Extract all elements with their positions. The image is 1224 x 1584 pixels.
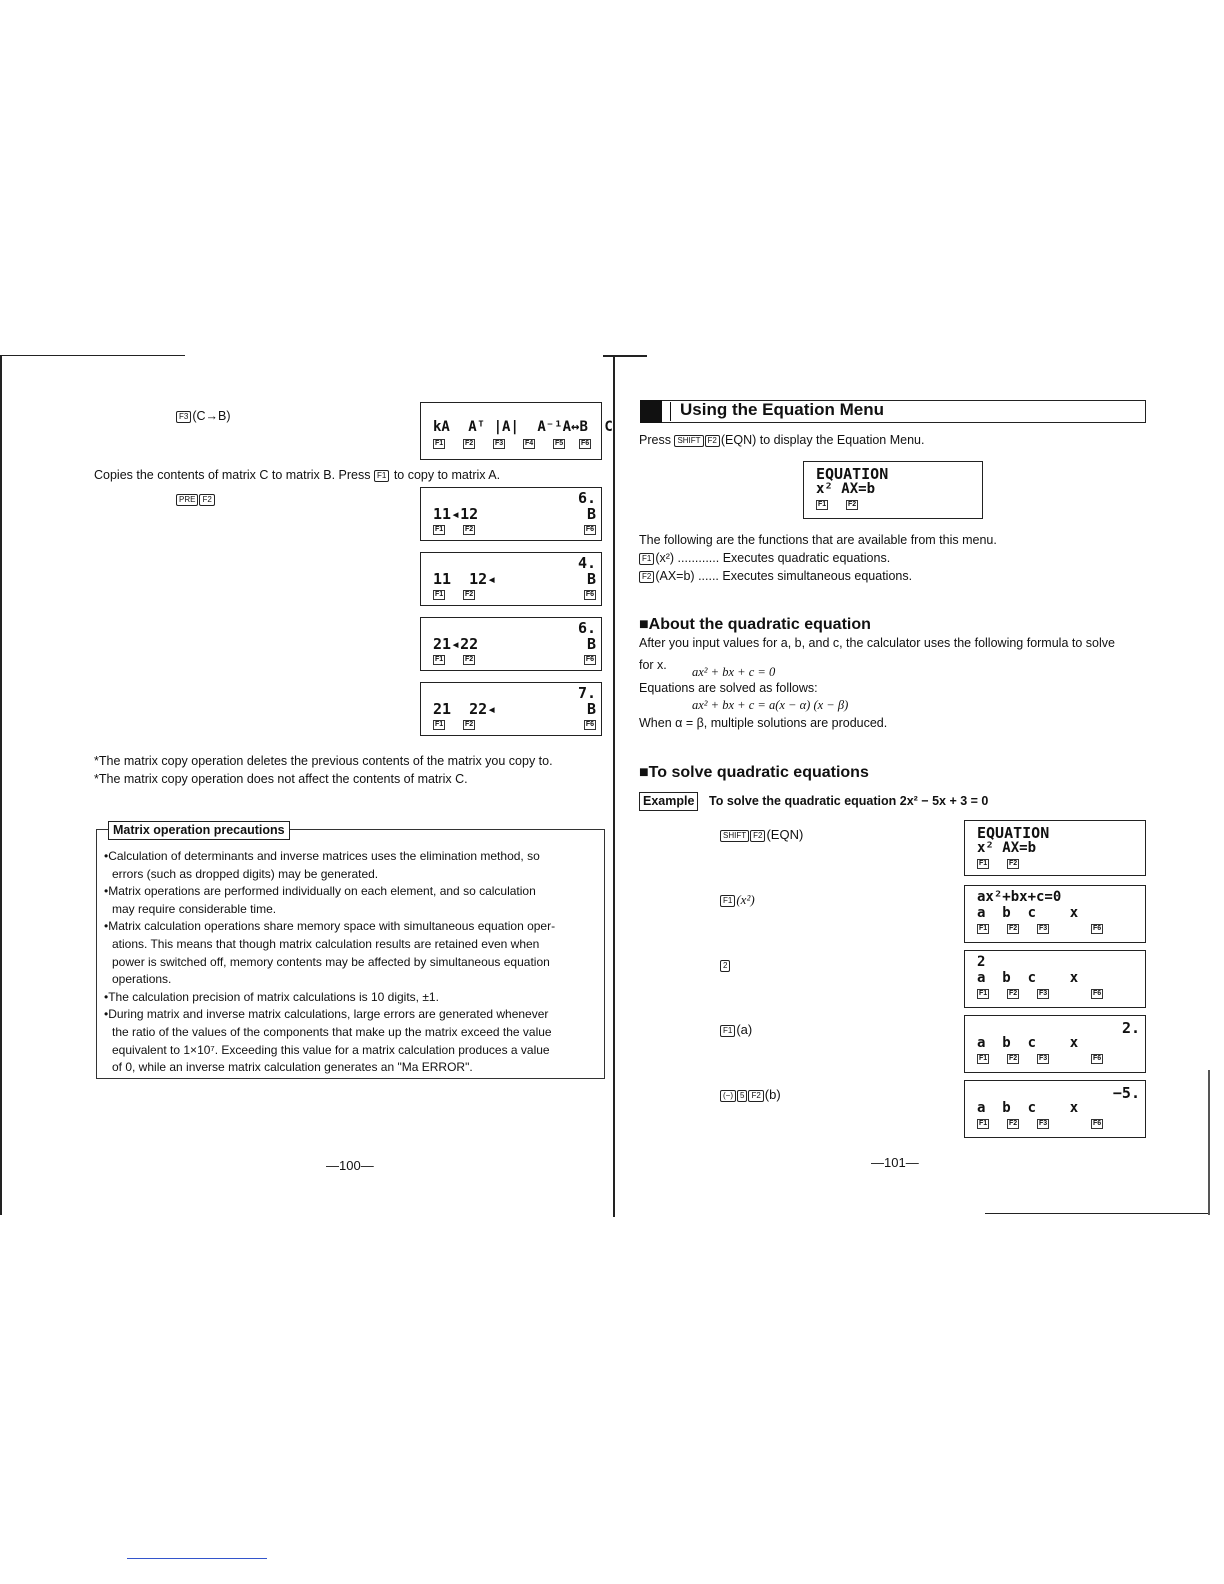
page-number-right: —101— (871, 1155, 919, 1170)
f2-key-icon: F2 (750, 830, 765, 842)
precaution-line: of 0, while an inverse matrix calculation generates an "Ma ERROR". (112, 1060, 473, 1075)
lcd-step-5 (964, 1080, 1146, 1138)
precautions-title: Matrix operation precautions (108, 821, 290, 840)
precaution-line: •Calculation of determinants and inverse matrices uses the elimination method, so (104, 849, 540, 863)
lcd-vars: a b c x (977, 970, 1079, 986)
precaution-line: •Matrix calculation operations share memory space with simultaneous equation oper- (104, 919, 556, 934)
step-5-keys: (−) 5 F2 (b) (720, 1087, 781, 1103)
lcd-fkey-1: F1 (435, 526, 444, 533)
right-edge-rule (1208, 1070, 1210, 1215)
lcd-fkey-6: F6 (581, 440, 590, 447)
step-4-keys: F1 (a) (720, 1022, 752, 1038)
lcd-fkey-3: F3 (495, 440, 504, 447)
lcd-copy-2 (420, 552, 602, 606)
step-3-keys (720, 957, 731, 973)
lcd-fkey-6: F6 (585, 591, 594, 598)
lcd-fkey-6: F6 (585, 526, 594, 533)
lcd-fkey-2: F2 (1009, 990, 1018, 997)
lcd-value: 6. (577, 619, 596, 637)
formula-2: ax² + bx + c = a(x − α) (x − β) (692, 698, 849, 712)
lcd-fkey-3: F3 (1039, 1055, 1048, 1062)
menu-item-inv: A⁻¹ (537, 419, 563, 435)
lcd-cells: 21◂22 (433, 635, 479, 653)
function-quadratic: F1 (x²) ............ Executes quadratic equations. (639, 550, 890, 566)
lcd-copy-1 (420, 487, 602, 541)
example-badge: Example (639, 792, 698, 811)
menu-item-ka: kA (433, 419, 450, 435)
f2-key-icon: F2 (199, 494, 214, 506)
lcd-fkey-2: F2 (465, 656, 474, 663)
center-top-rule (603, 355, 647, 357)
lcd-fkey-6: F6 (585, 656, 594, 663)
lcd-vars: a b c x (977, 905, 1079, 921)
lcd-matrix-name: B (586, 635, 596, 653)
lcd-fkey-6: F6 (1093, 925, 1102, 932)
bottom-link-line (127, 1558, 267, 1559)
lcd-step-4 (964, 1015, 1146, 1073)
lcd-fkey-6: F6 (585, 721, 594, 728)
lcd-fkey-2: F2 (465, 591, 474, 598)
lcd-fkey-1: F1 (818, 501, 827, 508)
lcd-copy-4 (420, 682, 602, 736)
note-2: *The matrix copy operation does not affect the contents of matrix C. (94, 772, 468, 786)
note-1: *The matrix copy operation deletes the previous contents of the matrix you copy to. (94, 754, 553, 768)
left-edge-rule (0, 355, 2, 1215)
lcd-value: 4. (577, 554, 596, 572)
lcd-vars: a b c x (977, 1100, 1079, 1116)
precaution-line: equivalent to 1×10⁷. Exceeding this value for a matrix calculation produces a value (112, 1042, 550, 1057)
lcd-cells: 11 12◂ (433, 570, 497, 588)
about-line-2: for x. (639, 658, 667, 672)
f1-key-icon: F1 (374, 470, 389, 482)
center-spine-rule (613, 357, 615, 1217)
prev-keys (176, 491, 216, 507)
lcd-top: EQUATION (977, 824, 1050, 842)
lcd-top: 2 (977, 954, 986, 970)
lcd-fkey-3: F3 (1039, 990, 1048, 997)
lcd-fkey-2: F2 (848, 501, 857, 508)
lcd-value: −5. (1112, 1084, 1140, 1102)
f1-key-icon: F1 (720, 1025, 735, 1037)
precaution-line: may require considerable time. (112, 901, 277, 916)
function-simultaneous: F2 (AX=b) ...... Executes simultaneous equations. (639, 568, 912, 584)
lcd-equation-menu (803, 461, 983, 519)
lcd-copy-3 (420, 617, 602, 671)
lcd-step-2 (964, 885, 1146, 943)
solved-line: Equations are solved as follows: (639, 681, 818, 695)
functions-intro: The following are the functions that are available from this menu. (639, 533, 997, 547)
step-2-keys: F1 (x²) (720, 892, 755, 908)
page-number-left: —100— (326, 1158, 374, 1173)
lcd-fkey-1: F1 (979, 860, 988, 867)
about-line-1: After you input values for a, b, and c, the calculator uses the following formula to solve (639, 636, 1115, 650)
lcd-cells: 11◂12 (433, 505, 479, 523)
precautions-list (104, 848, 555, 1077)
menu-item-swap: A↔B (562, 419, 588, 435)
lcd-fkey-5: F5 (555, 440, 564, 447)
op-c-to-b (176, 408, 231, 424)
menu-item-at: Aᵀ (468, 419, 486, 435)
lcd-fkey-2: F2 (465, 721, 474, 728)
lcd-fkey-1: F1 (979, 1120, 988, 1127)
precaution-line: •Matrix operations are performed individually on each element, and so calculation (104, 884, 536, 899)
lcd-step-3 (964, 950, 1146, 1008)
lcd-fkey-2: F2 (1009, 925, 1018, 932)
f2-key-icon: F2 (639, 571, 654, 583)
lcd-fkey-6: F6 (1093, 1120, 1102, 1127)
precaution-line: operations. (112, 972, 172, 987)
left-top-rule (0, 355, 185, 356)
lcd-fkey-1: F1 (435, 721, 444, 728)
lcd-fkey-1: F1 (435, 656, 444, 663)
title-divider (670, 402, 671, 421)
f2-key-icon: F2 (748, 1090, 763, 1102)
lcd-fkey-1: F1 (435, 440, 444, 447)
precaution-line: •The calculation precision of matrix calculations is 10 digits, ±1. (104, 989, 439, 1004)
lcd-fkey-2: F2 (1009, 1055, 1018, 1062)
lcd-fkey-6: F6 (1093, 990, 1102, 997)
lcd-cells: 21 22◂ (433, 700, 497, 718)
lcd-fkey-2: F2 (465, 526, 474, 533)
precaution-line: errors (such as dropped digits) may be generated. (112, 866, 379, 881)
op-c-to-b-label: (C→B) (192, 409, 231, 423)
example-text: To solve the quadratic equation 2x² − 5x + 3 = 0 (709, 794, 989, 808)
menu-item-c: C (604, 419, 613, 435)
precaution-line: the ratio of the values of the components that make up the matrix exceed the value (112, 1024, 552, 1039)
lcd-fkey-1: F1 (979, 925, 988, 932)
digit-5-key-icon: 5 (737, 1090, 747, 1102)
lcd-matrix-menu (420, 402, 613, 460)
lcd-line-2: x² AX=b (816, 481, 876, 497)
f1-key-icon: F1 (720, 895, 735, 907)
lcd-top: ax²+bx+c=0 (977, 889, 1062, 905)
precaution-line: ations. This means that though matrix calculation results are retained even when (112, 936, 540, 951)
about-heading: ■About the quadratic equation (639, 616, 871, 633)
shift-key-icon: SHIFT (720, 830, 749, 842)
lcd-matrix-name: B (586, 700, 596, 718)
lcd-value: 7. (577, 684, 596, 702)
lcd-fkey-2: F2 (465, 440, 474, 447)
lcd-fkey-4: F4 (525, 440, 534, 447)
formula-1: ax² + bx + c = 0 (692, 665, 776, 679)
lcd-fkey-3: F3 (1039, 1120, 1048, 1127)
lcd-fkey-2: F2 (1009, 1120, 1018, 1127)
lcd-mid: x² AX=b (977, 840, 1037, 856)
step-1-keys: SHIFT F2 (EQN) (720, 827, 803, 843)
f3-key-icon: F3 (176, 411, 191, 423)
lcd-fkey-1: F1 (435, 591, 444, 598)
lcd-line-1: EQUATION (816, 465, 889, 483)
f2-key-icon: F2 (705, 435, 720, 447)
lcd-step-1 (964, 820, 1146, 876)
lcd-matrix-name: B (586, 505, 596, 523)
lcd-fkey-1: F1 (979, 1055, 988, 1062)
precaution-line: power is switched off, memory contents may be affected by simultaneous equation (112, 954, 550, 969)
negative-key-icon: (−) (720, 1090, 736, 1102)
lcd-fkey-1: F1 (979, 990, 988, 997)
digit-2-key-icon: 2 (720, 960, 730, 972)
lcd-value: 2. (1121, 1019, 1140, 1037)
f1-key-icon: F1 (639, 553, 654, 565)
page-title: Using the Equation Menu (680, 400, 884, 419)
lcd-value: 6. (577, 489, 596, 507)
right-bottom-rule (985, 1213, 1210, 1214)
lcd-fkey-2: F2 (1009, 860, 1018, 867)
lcd-fkey-3: F3 (1039, 925, 1048, 932)
precaution-line: •During matrix and inverse matrix calculations, large errors are generated whenever (104, 1007, 549, 1022)
pre-key-icon: PRE (176, 494, 198, 506)
press-instruction: Press SHIFT F2 (EQN) to display the Equation Menu. (639, 433, 925, 447)
copy-description: Copies the contents of matrix C to matrix B. Press F1 to copy to matrix A. (94, 468, 501, 482)
title-square-icon (640, 400, 662, 423)
shift-key-icon: SHIFT (674, 435, 703, 447)
when-line: When α = β, multiple solutions are produced. (639, 716, 888, 730)
menu-item-det: |A| (493, 419, 519, 435)
solve-heading: ■To solve quadratic equations (639, 764, 869, 781)
lcd-vars: a b c x (977, 1035, 1079, 1051)
lcd-matrix-name: B (586, 570, 596, 588)
lcd-fkey-6: F6 (1093, 1055, 1102, 1062)
